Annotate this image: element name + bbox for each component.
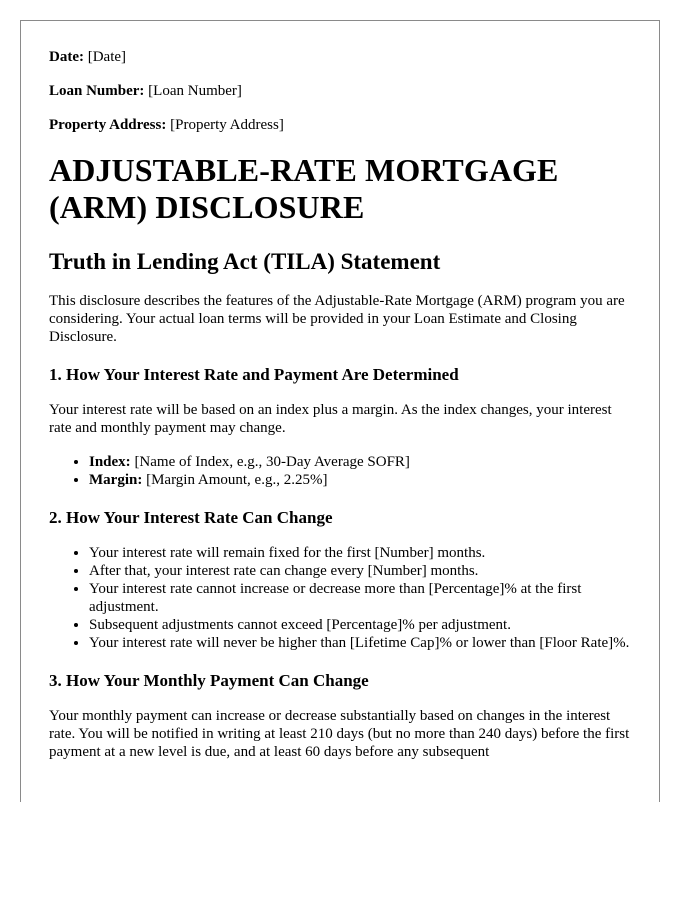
section-1-heading: 1. How Your Interest Rate and Payment Are Determined [49, 365, 459, 384]
list-item: • After that, your interest rate can change every [Number] months. [89, 562, 631, 580]
list-item [89, 453, 631, 471]
loan-number-label: Loan Number: [49, 83, 145, 99]
document-title: ADJUSTABLE-RATE MORTGAGE (ARM) DISCLOSURE [49, 152, 559, 225]
intro-paragraph: This disclosure describes the features of the Adjustable-Rate Mortgage (ARM) program you are considering. Your actual loan terms will be provided in your Loan Estimate and Closing Disclosure. [49, 293, 625, 345]
date-label: Date: [49, 49, 84, 65]
date-value: [Date] [87, 49, 127, 65]
margin-label: Margin: [89, 472, 143, 488]
property-address-value: [Property Address] [170, 117, 284, 133]
document-subtitle: Truth in Lending Act (TILA) Statement [49, 249, 441, 274]
date-line [49, 48, 631, 66]
property-address-line [49, 116, 631, 134]
section-1-text: Your interest rate will be based on an index plus a margin. As the index changes, your interest rate and monthly payment may change. [49, 402, 612, 436]
section-1-list [49, 453, 631, 489]
index-value: [Name of Index, e.g., 30-Day Average SOFR] [134, 454, 410, 470]
loan-number-value: [Loan Number] [148, 83, 242, 99]
section-3-heading: 3. How Your Monthly Payment Can Change [49, 671, 369, 690]
margin-value: [Margin Amount, e.g., 2.25%] [146, 472, 328, 488]
loan-number-line [49, 82, 631, 100]
list-item: • Your interest rate will remain fixed for the first [Number] months. [89, 544, 631, 562]
disclosure-page [20, 20, 660, 802]
list-item [89, 471, 631, 489]
list-item: • Your interest rate will never be higher than [Lifetime Cap]% or lower than [Floor Rate]%. [89, 634, 631, 652]
property-address-label: Property Address: [49, 117, 167, 133]
list-item: • Your interest rate cannot increase or decrease more than [Percentage]% at the first adjustment. [89, 580, 631, 616]
section-3-text: Your monthly payment can increase or decrease substantially based on changes in the interest rate. You will be notified in writing at least 210 days (but no more than 240 days) before the first payment at a new level is due, and at least 60 days before any subsequent [49, 708, 630, 760]
section-2-list [49, 544, 631, 652]
list-item: • Subsequent adjustments cannot exceed [Percentage]% per adjustment. [89, 616, 631, 634]
index-label: Index: [89, 454, 131, 470]
section-2-heading: 2. How Your Interest Rate Can Change [49, 508, 333, 527]
page-content [21, 21, 659, 761]
